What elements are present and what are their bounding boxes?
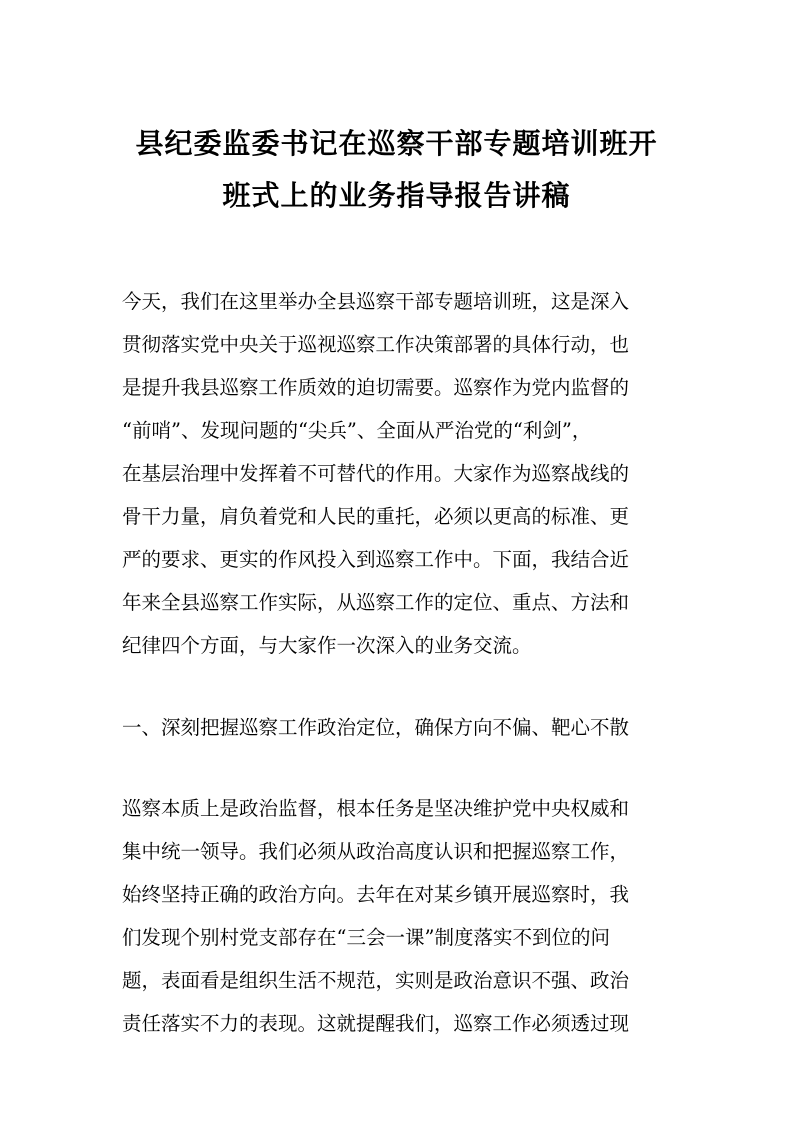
paragraph-2-line: 集中统一领导。我们必须从政治高度认识和把握巡察工作， bbox=[122, 840, 630, 863]
paragraph-1-line: 在基层治理中发挥着不可替代的作用。大家作为巡察战线的 bbox=[122, 462, 630, 485]
paragraph-1-line: 年来全县巡察工作实际，从巡察工作的定位、重点、方法和 bbox=[122, 591, 630, 614]
paragraph-2-line: 始终坚持正确的政治方向。去年在对某乡镇开展巡察时，我 bbox=[122, 883, 630, 906]
paragraph-1-line: 严的要求、更实的作风投入到巡察工作中。下面，我结合近 bbox=[122, 548, 630, 571]
paragraph-2-line: 题，表面看是组织生活不规范，实则是政治意识不强、政治 bbox=[122, 969, 630, 992]
paragraph-2-line: 巡察本质上是政治监督，根本任务是坚决维护党中央权威和 bbox=[122, 797, 630, 820]
paragraph-1-line: 今天，我们在这里举办全县巡察干部专题培训班，这是深入 bbox=[122, 290, 630, 313]
document-title-line-1: 县纪委监委书记在巡察干部专题培训班开 bbox=[135, 127, 658, 160]
section-heading-1: 一、深刻把握巡察工作政治定位，确保方向不偏、靶心不散 bbox=[122, 716, 630, 739]
document-title-line-2: 班式上的业务指导报告讲稿 bbox=[222, 179, 571, 212]
paragraph-1-line: “前哨”、发现问题的“尖兵”、全面从严治党的“利剑”， bbox=[122, 419, 592, 442]
paragraph-2-line: 责任落实不力的表现。这就提醒我们，巡察工作必须透过现 bbox=[122, 1012, 630, 1035]
paragraph-1-line: 骨干力量，肩负着党和人民的重托，必须以更高的标准、更 bbox=[122, 505, 630, 528]
paragraph-1-line: 贯彻落实党中央关于巡视巡察工作决策部署的具体行动，也 bbox=[122, 333, 630, 356]
paragraph-2-line: 们发现个别村党支部存在“三会一课”制度落实不到位的问 bbox=[122, 926, 610, 949]
paragraph-1-line: 是提升我县巡察工作质效的迫切需要。巡察作为党内监督的 bbox=[122, 376, 630, 399]
paragraph-1-line: 纪律四个方面，与大家作一次深入的业务交流。 bbox=[122, 634, 532, 657]
